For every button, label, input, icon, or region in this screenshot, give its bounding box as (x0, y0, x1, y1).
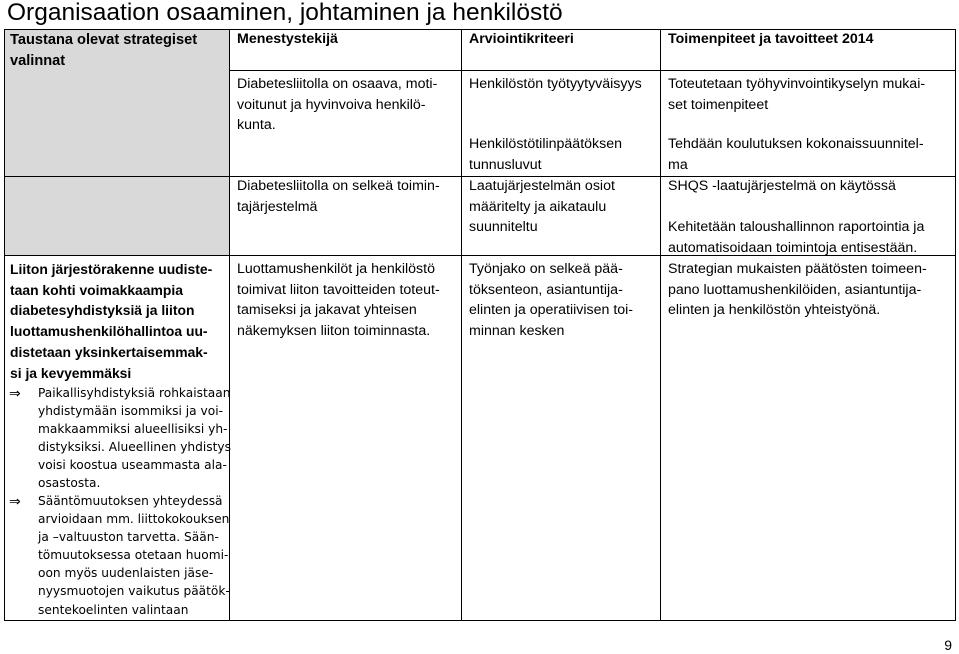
row1-factor: Diabetesliitolla on osaava, moti- voitunut ja hyvinvoiva henkilö- kunta. (237, 76, 438, 134)
row1-actions-a: Toteutetaan työhyvinvointikyselyn mukai- set toimenpiteet (668, 76, 926, 113)
table-right-border (955, 29, 956, 621)
table-bottom-border (4, 620, 955, 621)
row3-bullet-1: Paikallisyhdistyksiä rohkaistaan yhdistymään isommiksi ja voi- makkaammiksi alueellisiksi yh- distyksiksi. Alueellinen yhdistys voisi koostua useammasta ala- osastosta. (38, 386, 231, 491)
col3-divider (660, 29, 661, 621)
row2-actions-a: SHQS -laatujärjestelmä on käytössä (668, 178, 896, 194)
page-number: 9 (944, 637, 952, 653)
header-criteria: Arviointikriteeri (469, 31, 574, 47)
row2-criteria: Laatujärjestelmän osiot määritelty ja aikataulu suunniteltu (469, 178, 615, 236)
header-actions: Toimenpiteet ja tavoitteet 2014 (668, 31, 874, 47)
row2-factor: Diabetesliitolla on selkeä toimin- tajärjestelmä (237, 178, 440, 215)
row1-criteria-a: Henkilöstön työtyytyväisyys (469, 76, 642, 92)
col2-divider (461, 29, 462, 621)
row3-actions: Strategian mukaisten päätösten toimeen- pano luottamushenkilöiden, asiantuntija- elinten ja henkilöstön yhteistyönä. (668, 261, 927, 319)
header-bottom-border (229, 70, 955, 71)
double-arrow-right-icon: ⇒ (9, 494, 21, 510)
row1-actions-b: Tehdään koulutuksen kokonaissuunnitel- ma (668, 136, 924, 173)
page-title: Organisaation osaaminen, johtaminen ja henkilöstö (7, 0, 563, 26)
row1-criteria-b: Henkilöstötilinpäätöksen tunnusluvut (469, 136, 623, 173)
row2-actions-b: Kehitetään taloushallinnon raportointia ja automatisoidaan toimintoja entisestään. (668, 219, 925, 256)
table-left-border (4, 29, 5, 621)
row3-bullet-2: Sääntömuutoksen yhteydessä arvioidaan mm. liittokokouksen ja –valtuuston tarvetta. Sään- tömuutoksessa otetaan huomi- oon myös uudenlaisten jäse- nyysmuotojen vaikutus päätök- sentekoelinten valintaan (38, 494, 230, 617)
header-success-factor: Menestystekijä (237, 31, 338, 47)
row3-criteria: Työnjako on selkeä pää- töksenteon, asiantuntija- elinten ja operatiivisen toi- minnan kesken (469, 261, 634, 340)
header-strategy: Taustana olevat strategiset valinnat (10, 32, 198, 69)
double-arrow-right-icon: ⇒ (9, 386, 21, 402)
row3-strategy: Liiton järjestörakenne uudiste- taan kohti voimakkaampia diabetesyhdistyksiä ja liiton luottamushenkilöhallintoa uu- distetaan yksinkertaisemmak- si ja kevyemmäksi (10, 261, 213, 381)
row3-factor: Luottamushenkilöt ja henkilöstö toimivat liiton tavoitteiden toteut- tamiseksi ja jakavat yhteisen näkemyksen liiton toiminnasta. (237, 261, 440, 340)
